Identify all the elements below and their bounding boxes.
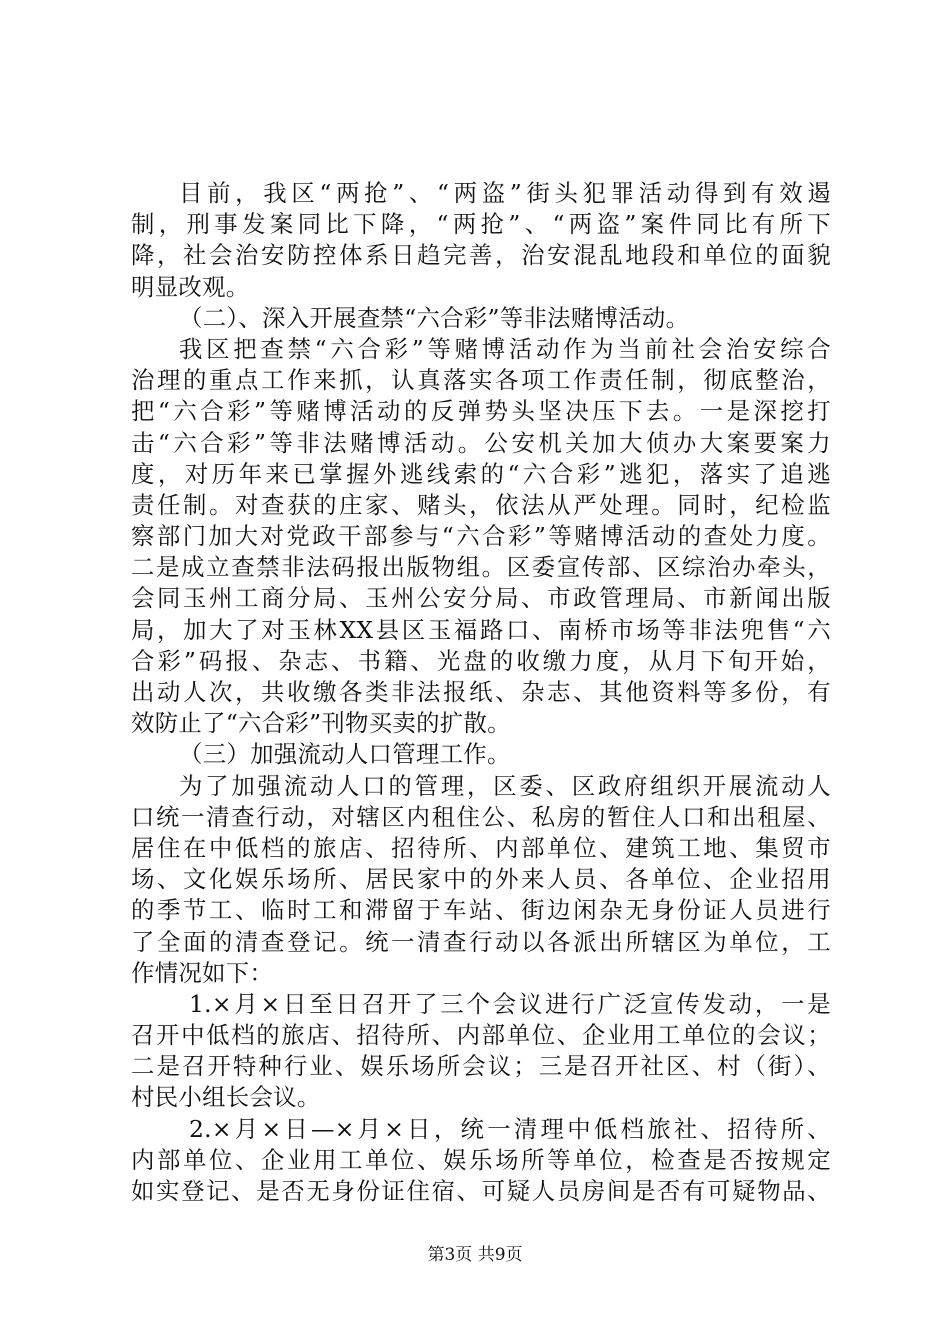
page-number-footer: 第3页 共9页 [427,1245,523,1265]
text-line: 了全面的清查登记。统一清查行动以各派出所辖区为单位，工 [131,927,831,956]
text-line: 击“六合彩”等非法赌博活动。公安机关加大侦办大案要案力 [131,428,831,457]
text-line: 治理的重点工作来抓，认真落实各项工作责任制，彻底整治， [131,366,831,395]
text-line: 察部门加大对党政干部参与“六合彩”等赌博活动的查处力度。 [131,522,831,551]
text-line: 会同玉州工商分局、玉州公安分局、市政管理局、市新闻出版 [131,584,831,613]
text-line: 村民小组长会议。 [131,1083,321,1112]
text-line: 明显改观。 [131,272,250,301]
text-line: 如实登记、是否无身份证住宿、可疑人员房间是否有可疑物品、 [131,1177,831,1205]
text-line: 把“六合彩”等赌博活动的反弹势头坚决压下去。一是深挖打 [131,397,831,426]
text-line: 场、文化娱乐场所、居民家中的外来人员、各单位、企业招用 [131,865,831,894]
text-line: 我区把查禁“六合彩”等赌博活动作为当前社会治安综合 [179,334,831,363]
text-line: 制，刑事发案同比下降，“两抢”、“两盗”案件同比有所下 [131,210,831,239]
text-line: 效防止了“六合彩”刊物买卖的扩散。 [131,709,511,738]
document-body [131,178,831,1207]
text-line: 作情况如下： [131,958,274,987]
text-line: 出动人次，共收缴各类非法报纸、杂志、其他资料等多份，有 [131,678,831,706]
text-line: 居住在中低档的旅店、招待所、内部单位、建筑工地、集贸市 [131,833,831,862]
text-line: 为了加强流动人口的管理，区委、区政府组织开展流动人 [179,771,831,800]
text-line: 口统一清查行动，对辖区内租住公、私房的暂住人口和出租屋、 [131,802,831,831]
text-line: 2.×月×日—×月×日，统一清理中低档旅社、招待所、 [189,1114,831,1143]
text-line: 局，加大了对玉林XX县区玉福路口、南桥市场等非法兜售“六 [131,615,831,644]
text-line: 度，对历年来已掌握外逃线索的“六合彩”逃犯，落实了追逃 [131,459,831,488]
text-line: 目前，我区“两抢”、“两盗”街头犯罪活动得到有效遏 [179,179,831,207]
text-line: 的季节工、临时工和滞留于车站、街边闲杂无身份证人员进行 [131,896,831,925]
text-line: 二是成立查禁非法码报出版物组。区委宣传部、区综治办牵头， [131,553,831,582]
section-heading: （三）加强流动人口管理工作。 [179,740,511,769]
text-line: 二是召开特种行业、娱乐场所会议；三是召开社区、村（街）、 [131,1052,831,1081]
text-line: 合彩”码报、杂志、书籍、光盘的收缴力度，从月下旬开始， [131,646,831,675]
text-line: 召开中低档的旅店、招待所、内部单位、企业用工单位的会议； [131,1021,831,1050]
text-line: 内部单位、企业用工单位、娱乐场所等单位，检查是否按规定 [131,1145,831,1174]
text-line: 降，社会治安防控体系日趋完善，治安混乱地段和单位的面貌 [131,241,831,270]
text-line: 1.×月×日至日召开了三个会议进行广泛宣传发动，一是 [189,989,831,1018]
text-line: 责任制。对查获的庄家、赌头，依法从严处理。同时，纪检监 [131,490,831,519]
section-heading: （二）、深入开展查禁“六合彩”等非法赌博活动。 [179,303,690,332]
